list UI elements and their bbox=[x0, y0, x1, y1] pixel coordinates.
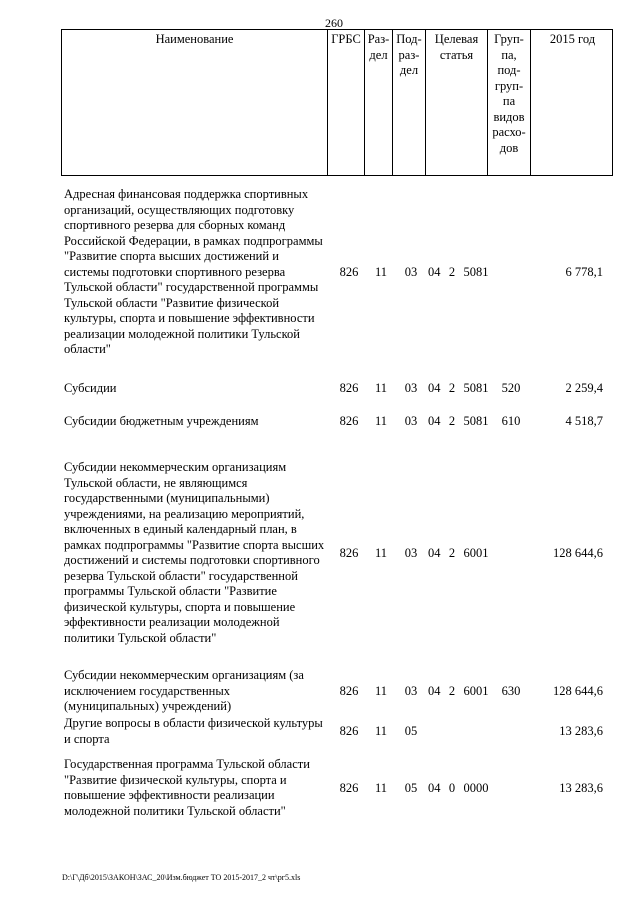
row-grbs: 826 bbox=[339, 724, 359, 738]
row-razdel: 11 bbox=[374, 265, 388, 279]
row-amount: 13 283,6 bbox=[559, 724, 603, 738]
header-gruppa-vidov-rashodov: Груп- па, под- груп- па видов расхо- дов bbox=[488, 30, 531, 175]
row-name: Субсидии bbox=[64, 381, 117, 395]
row-name: Государственная программа Тульской области "Развитие физической культуры, спорта и повышение эффективности реализации молодежной политики Тульской области" bbox=[64, 757, 310, 818]
row-amount: 6 778,1 bbox=[565, 265, 603, 279]
table-header bbox=[61, 29, 613, 176]
page-number: 260 bbox=[325, 16, 343, 30]
row-cs-subprogram: 2 bbox=[448, 546, 456, 560]
row-razdel: 11 bbox=[374, 414, 388, 428]
row-name: Другие вопросы в области физической культуры и спорта bbox=[64, 716, 323, 746]
row-razdel: 11 bbox=[374, 381, 388, 395]
row-podrazdel: 03 bbox=[404, 381, 418, 395]
row-razdel: 11 bbox=[374, 546, 388, 560]
row-cs-program: 04 bbox=[428, 381, 441, 395]
row-cs-direction: 6001 bbox=[463, 546, 489, 560]
row-podrazdel: 03 bbox=[404, 684, 418, 698]
row-cs-program: 04 bbox=[428, 414, 441, 428]
row-podrazdel: 05 bbox=[404, 781, 418, 795]
row-grbs: 826 bbox=[339, 781, 359, 795]
row-cs-subprogram: 2 bbox=[448, 414, 456, 428]
row-grbs: 826 bbox=[339, 381, 359, 395]
row-podrazdel: 03 bbox=[404, 265, 418, 279]
row-cs-direction: 6001 bbox=[463, 684, 489, 698]
header-name: Наименование bbox=[62, 30, 328, 175]
file-path-footer: D:\Г\Дб\2015\ЗАКОН\ЗАС_20\Изм.бюджет ТО 2015-2017_2 чт\рг5.xls bbox=[62, 873, 301, 882]
row-grbs: 826 bbox=[339, 265, 359, 279]
row-grbs: 826 bbox=[339, 414, 359, 428]
row-cs-subprogram: 2 bbox=[448, 381, 456, 395]
row-cs-program: 04 bbox=[428, 781, 441, 795]
row-grbs: 826 bbox=[339, 684, 359, 698]
header-razdel: Раз- дел bbox=[365, 30, 393, 175]
row-vr: 610 bbox=[501, 414, 521, 428]
row-cs-direction: 0000 bbox=[463, 781, 489, 795]
row-cs-subprogram: 2 bbox=[448, 684, 456, 698]
row-cs-direction: 5081 bbox=[463, 414, 489, 428]
header-year: 2015 год bbox=[549, 32, 596, 46]
header-celevaya-statya: Целевая статья bbox=[426, 30, 488, 175]
row-amount: 128 644,6 bbox=[553, 546, 603, 560]
row-podrazdel: 03 bbox=[404, 414, 418, 428]
row-razdel: 11 bbox=[374, 781, 388, 795]
row-cs-subprogram: 0 bbox=[448, 781, 456, 795]
row-amount: 13 283,6 bbox=[559, 781, 603, 795]
row-cs-program: 04 bbox=[428, 265, 441, 279]
row-amount: 128 644,6 bbox=[553, 684, 603, 698]
row-amount: 2 259,4 bbox=[565, 381, 603, 395]
row-razdel: 11 bbox=[374, 684, 388, 698]
header-podrazdel: Под- раз- дел bbox=[393, 30, 426, 175]
row-cs-program: 04 bbox=[428, 684, 441, 698]
row-name: Адресная финансовая поддержка спортивных организаций, осуществляющих подготовку спортивного резерва для сборных команд Российской Федерации, в рамках подпрограммы "Развитие спорта высших достижений и системы подготовки спортивного резерва Тульской области" государственной программы Тульской области "Развитие физической культуры, спорта и повышение эффективности реализации молодежной политики Тульской области" bbox=[64, 187, 323, 356]
row-vr: 520 bbox=[501, 381, 521, 395]
row-grbs: 826 bbox=[339, 546, 359, 560]
row-razdel: 11 bbox=[374, 724, 388, 738]
row-cs-subprogram: 2 bbox=[448, 265, 456, 279]
row-vr: 630 bbox=[501, 684, 521, 698]
row-cs-direction: 5081 bbox=[463, 381, 489, 395]
row-podrazdel: 05 bbox=[404, 724, 418, 738]
row-amount: 4 518,7 bbox=[565, 414, 603, 428]
row-name: Субсидии некоммерческим организациям Тульской области, не являющимся государственными (муниципальными) учреждениями, на реализацию мероприятий, включенных в единый календарный план, в рамках подпрограммы "Развитие спорта высших достижений и системы подготовки спортивного резерва Тульской области" государственной программы Тульской области "Развитие физической культуры, спорта и повышение эффективности реализации молодежной политики Тульской области" bbox=[64, 460, 325, 645]
row-cs-direction: 5081 bbox=[463, 265, 489, 279]
row-name: Субсидии бюджетным учреждениям bbox=[64, 414, 259, 428]
row-podrazdel: 03 bbox=[404, 546, 418, 560]
row-name: Субсидии некоммерческим организациям (за исключением государственных (муниципальных) учреждений) bbox=[64, 668, 304, 713]
row-cs-program: 04 bbox=[428, 546, 441, 560]
header-grbs: ГРБС bbox=[328, 30, 365, 175]
